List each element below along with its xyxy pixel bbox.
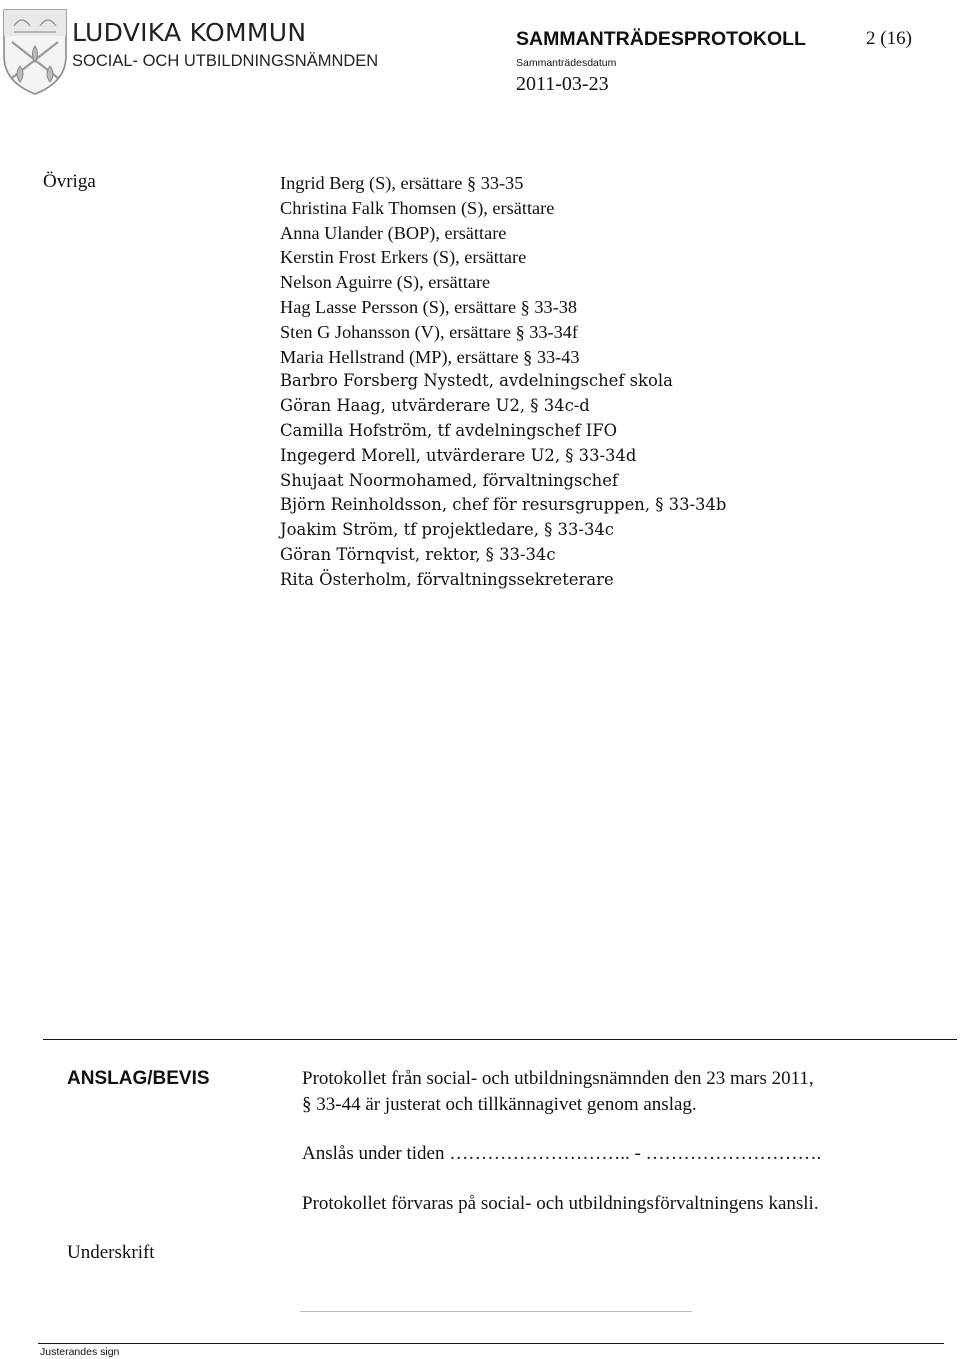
organization-department: SOCIAL- OCH UTBILDNINGSNÄMNDEN [72, 52, 379, 70]
attendee-entry: Göran Törnqvist, rektor, § 33-34c [280, 544, 556, 564]
attendee-entry: Ingegerd Morell, utvärderare U2, § 33-34d [280, 445, 637, 465]
storage-location-line: Protokollet förvaras på social- och utbildningsförvaltningens kansli. [302, 1193, 819, 1214]
attendee-entry: Björn Reinholdsson, chef för resursgruppen, § 33-34b [280, 495, 727, 515]
document-title: SAMMANTRÄDESPROTOKOLL [516, 28, 806, 50]
others-section-label: Övriga [43, 171, 96, 192]
attendee-entry: Anna Ulander (BOP), ersättare [280, 222, 507, 243]
attendee-list [280, 171, 726, 593]
attendee-entry: Kerstin Frost Erkers (S), ersättare [280, 247, 527, 268]
notice-certificate-label: ANSLAG/BEVIS [67, 1068, 210, 1089]
municipality-coat-of-arms-logo [0, 6, 70, 96]
attendee-entry: Barbro Forsberg Nystedt, avdelningschef skola [280, 371, 673, 391]
organization-name: LUDVIKA KOMMUN [72, 18, 307, 47]
posting-period-line: Anslås under tiden ……………………….. - ………………………. [302, 1143, 822, 1164]
attendee-entry: Ingrid Berg (S), ersättare § 33-35 [280, 173, 524, 193]
section-divider [43, 1039, 957, 1040]
notice-text-line: Protokollet från social- och utbildningsnämnden den 23 mars 2011, [302, 1068, 814, 1089]
attendee-entry: Sten G Johansson (V), ersättare § 33-34f [280, 321, 579, 342]
attendee-entry: Maria Hellstrand (MP), ersättare § 33-43 [280, 346, 580, 367]
attendee-entry: Hag Lasse Persson (S), ersättare § 33-38 [280, 296, 577, 317]
signature-label: Underskrift [67, 1242, 155, 1263]
page-number: 2 (16) [866, 28, 912, 49]
attendee-entry: Göran Haag, utvärderare U2, § 34c-d [280, 396, 590, 416]
attendee-entry: Rita Österholm, förvaltningssekreterare [280, 569, 614, 589]
notice-text-line: § 33-44 är justerat och tillkännagivet genom anslag. [302, 1094, 697, 1115]
attendee-entry: Christina Falk Thomsen (S), ersättare [280, 197, 555, 218]
attendee-entry: Joakim Ström, tf projektledare, § 33-34c [280, 520, 614, 540]
meeting-date: 2011-03-23 [516, 73, 609, 95]
attendee-entry: Camilla Hofström, tf avdelningschef IFO [280, 420, 618, 440]
attendee-entry: Nelson Aguirre (S), ersättare [280, 272, 491, 293]
adjuster-signature-label: Justerandes sign [40, 1346, 120, 1358]
meeting-date-label: Sammanträdesdatum [516, 57, 617, 69]
signature-line [300, 1311, 692, 1312]
footer-divider [38, 1343, 944, 1344]
attendee-entry: Shujaat Noormohamed, förvaltningschef [280, 470, 618, 490]
